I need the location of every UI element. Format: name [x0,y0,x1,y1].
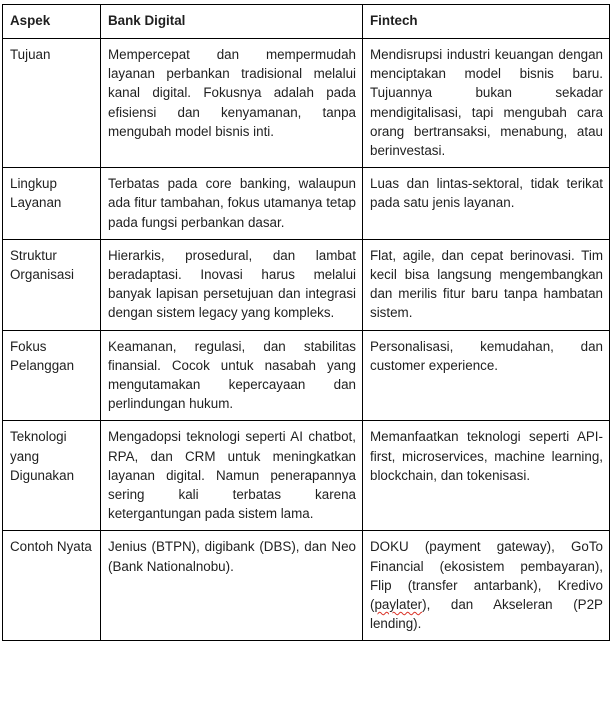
bank-digital-cell: Keamanan, regulasi, dan stabilitas finansial. Cocok untuk nasabah yang mengutamakan kepercayaan dan perlindungan hukum. [101,330,363,421]
table-row-tujuan [3,39,610,168]
table-row-teknologi [3,421,610,531]
table-row-fokus-pelanggan [3,330,610,421]
bank-digital-cell: Mempercepat dan mempermudah layanan perbankan tradisional melalui kanal digital. Fokusnya adalah pada efisiensi dan kenyamanan, tanpa mengubah model bisnis inti. [101,39,363,168]
bank-digital-cell: Terbatas pada core banking, walaupun ada fitur tambahan, fokus utamanya tetap pada fungsi perbankan dasar. [101,168,363,240]
header-aspek: Aspek [3,5,101,39]
bank-digital-cell: Mengadopsi teknologi seperti AI chatbot, RPA, dan CRM untuk meningkatkan layanan digital. Namun penerapannya sering kali terbatas karena ketergantungan pada sistem lama. [101,421,363,531]
table-row-struktur-organisasi [3,239,610,330]
text-after-spellcheck: ), dan Akseleran (P2P lending). [370,597,603,632]
spellcheck-flagged-word[interactable]: paylater [374,597,423,613]
aspect-cell: Struktur Organisasi [3,239,101,330]
aspect-cell: Fokus Pelanggan [3,330,101,421]
aspect-cell: Lingkup Layanan [3,168,101,240]
fintech-cell: Flat, agile, dan cepat berinovasi. Tim kecil bisa langsung mengembangkan dan merilis fitur baru tanpa hambatan sistem. [363,239,610,330]
fintech-cell: Memanfaatkan teknologi seperti API-first, microservices, machine learning, blockchain, dan tokenisasi. [363,421,610,531]
aspect-cell: Tujuan [3,39,101,168]
aspect-cell: Teknologi yang Digunakan [3,421,101,531]
fintech-cell [363,531,610,641]
comparison-table [2,4,610,641]
header-bank-digital: Bank Digital [101,5,363,39]
fintech-cell: Mendisrupsi industri keuangan dengan menciptakan model bisnis baru. Tujuannya bukan sekadar mendigitalisasi, tapi mengubah cara orang bertransaksi, menabung, atau berinvestasi. [363,39,610,168]
aspect-cell: Contoh Nyata [3,531,101,641]
table-row-lingkup-layanan [3,168,610,240]
fintech-cell: Personalisasi, kemudahan, dan customer experience. [363,330,610,421]
header-fintech: Fintech [363,5,610,39]
bank-digital-cell: Jenius (BTPN), digibank (DBS), dan Neo (Bank Nationalnobu). [101,531,363,641]
fintech-cell: Luas dan lintas-sektoral, tidak terikat pada satu jenis layanan. [363,168,610,240]
text-before-spellcheck: DOKU (payment gateway), GoTo Financial (ekosistem pembayaran), Flip (transfer antarbank), Kredivo ( [370,539,603,613]
table-row-contoh-nyata [3,531,610,641]
header-row [3,5,610,39]
bank-digital-cell: Hierarkis, prosedural, dan lambat beradaptasi. Inovasi harus melalui banyak lapisan persetujuan dan integrasi dengan sistem legacy yang kompleks. [101,239,363,330]
